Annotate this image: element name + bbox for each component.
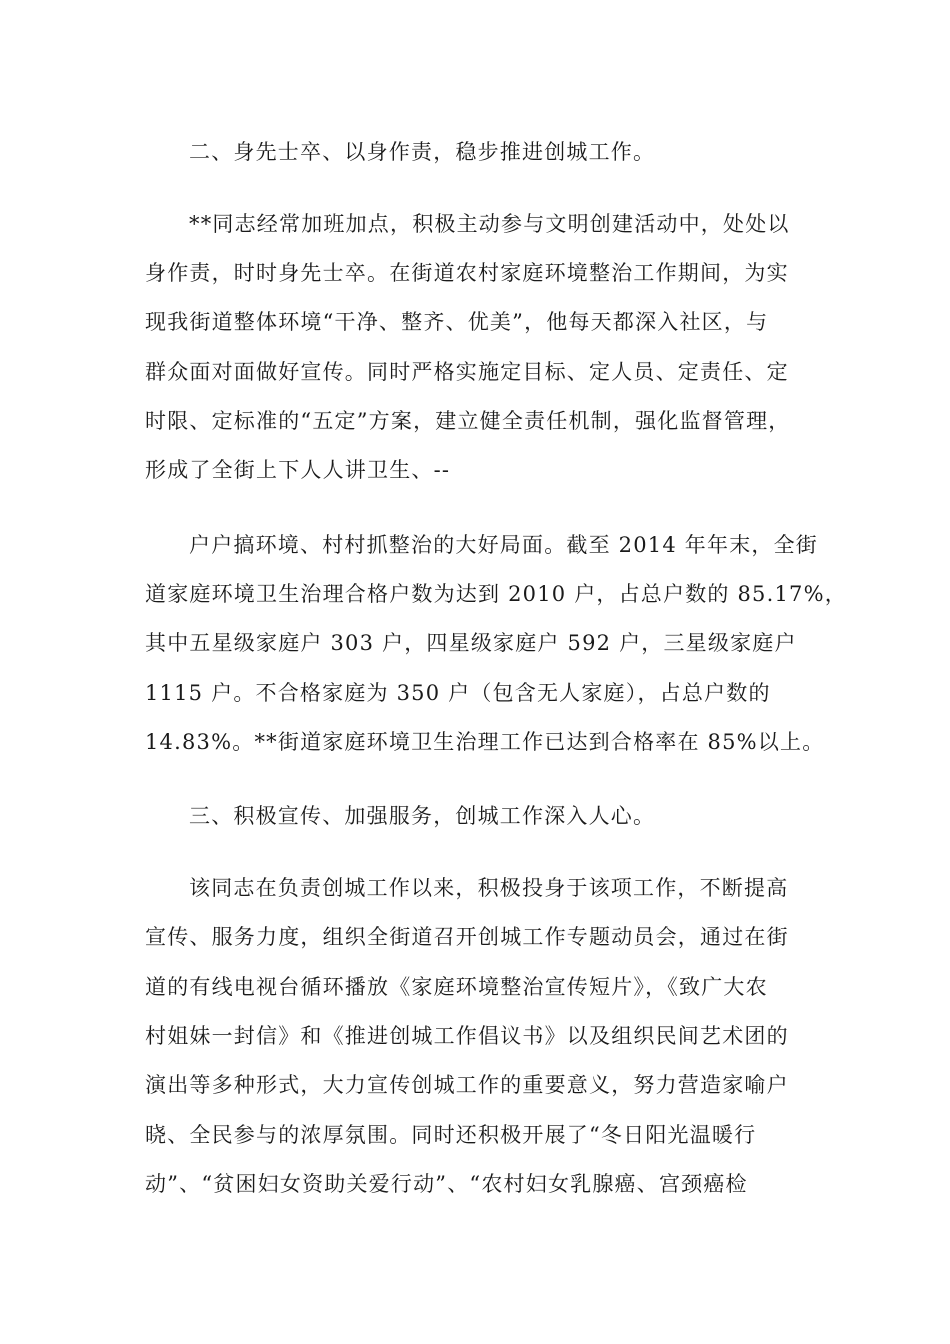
paragraph-line: 1115 户。不合格家庭为 350 户（包含无人家庭），占总户数的 [145,681,771,705]
paragraph-line: 晓、全民参与的浓厚氛围。同时还积极开展了“冬日阳光温暖行 [145,1123,757,1147]
paragraph-line: 该同志在负责创城工作以来，积极投身于该项工作，不断提高 [189,876,789,900]
paragraph-line: 户户搞环境、村村抓整治的大好局面。截至 2014 年年末，全街 [189,533,818,557]
section-heading-3: 三、积极宣传、加强服务，创城工作深入人心。 [189,804,656,828]
paragraph-line: 动”、“贫困妇女资助关爱行动”、“农村妇女乳腺癌、宫颈癌检 [145,1172,748,1196]
paragraph-line: 村姐妹一封信》和《推进创城工作倡议书》以及组织民间艺术团的 [145,1024,789,1048]
paragraph-line: 14.83%。**街道家庭环境卫生治理工作已达到合格率在 85%以上。 [145,730,825,754]
paragraph-line: 群众面对面做好宣传。同时严格实施定目标、定人员、定责任、定 [145,360,789,384]
section-heading-2: 二、身先士卒、以身作责，稳步推进创城工作。 [189,140,656,164]
paragraph-line: 时限、定标准的“五定”方案，建立健全责任机制，强化监督管理， [145,409,791,433]
paragraph-line: 身作责，时时身先士卒。在街道农村家庭环境整治工作期间，为实 [145,261,789,285]
paragraph-line: 形成了全街上下人人讲卫生、-- [145,458,451,482]
paragraph-line: 道的有线电视台循环播放《家庭环境整治宣传短片》，《致广大农 [145,975,768,999]
paragraph-line: 道家庭环境卫生治理合格户数为达到 2010 户，占总户数的 85.17%， [145,582,847,606]
paragraph-line: 演出等多种形式，大力宣传创城工作的重要意义，努力营造家喻户 [145,1073,789,1097]
paragraph-line: 现我街道整体环境“干净、整齐、优美”，他每天都深入社区，与 [145,310,769,334]
paragraph-line: 其中五星级家庭户 303 户，四星级家庭户 592 户，三星级家庭户 [145,631,797,655]
paragraph-line: **同志经常加班加点，积极主动参与文明创建活动中，处处以 [189,212,790,236]
paragraph-line: 宣传、服务力度，组织全街道召开创城工作专题动员会，通过在街 [145,925,789,949]
